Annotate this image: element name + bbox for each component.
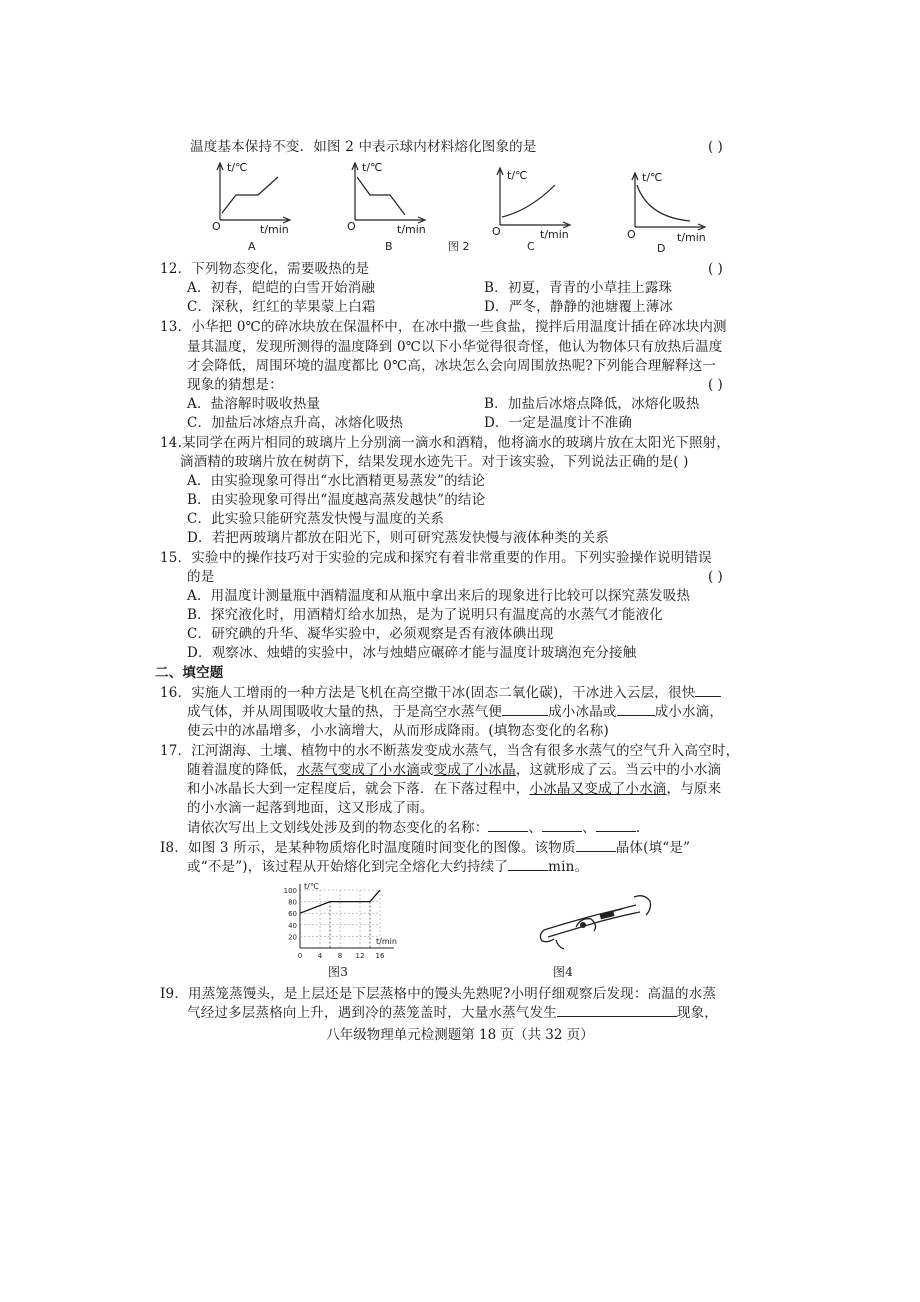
y-tick-label: 20 — [288, 933, 297, 942]
q17-sep-2: 、 — [582, 820, 596, 836]
q17-line-3 — [187, 780, 721, 798]
x-tick-label: 16 — [375, 952, 385, 960]
graph-c-xlabel: t/min — [540, 228, 569, 241]
graph-b-xlabel: t/min — [397, 223, 426, 236]
q18-line-1 — [160, 839, 690, 857]
q15-option-b: B．探究液化时，用酒精灯给水加热，是为了说明只有温度高的水蒸气才能液化 — [187, 607, 663, 623]
q14-option-b: B．由实验现象可得出“温度越高蒸发越快”的结论 — [187, 492, 486, 508]
q17-blank-3[interactable] — [596, 819, 636, 832]
q13-answer-paren: ( ) — [708, 377, 723, 393]
q17-line-2-text-b: 或 — [419, 762, 434, 778]
q17-underlined-phrase-3: 小冰晶又变成了小水滴 — [529, 781, 667, 797]
y-tick-label: 60 — [288, 910, 297, 919]
graph-d-letter: D — [657, 242, 666, 255]
q16-blank-3[interactable] — [617, 703, 655, 716]
q13-line-2: 量其温度，发现所测得的温度降到 0℃以下小华觉得很奇怪，他认为物体只有放热后温度 — [187, 339, 723, 355]
q13-line-4: 现象的猜想是： — [187, 377, 283, 393]
q12-stem: 12．下列物态变化，需要吸热的是 — [160, 261, 370, 277]
q17-line-2-text-c: ，这就形成了云。当云中的小水滴 — [515, 762, 722, 778]
y-tick-label: 80 — [288, 898, 297, 907]
q16-blank-1[interactable] — [695, 684, 721, 697]
q17-line-5-text: 请依次写出上文划线处涉及到的物态变化的名称： — [187, 820, 489, 836]
q11-answer-paren: ( ) — [708, 139, 723, 155]
graph-b-ylabel: t/℃ — [362, 161, 383, 174]
q13-option-c: C．加盐后冰熔点升高，冰熔化吸热 — [187, 415, 404, 431]
q17-sep-1: 、 — [528, 820, 543, 836]
figure-3-chart — [272, 880, 412, 970]
q12-answer-paren: ( ) — [708, 261, 723, 277]
q17-underlined-phrase-1: 水蒸气变成了小水滴 — [296, 762, 420, 778]
graph-d-ylabel: t/℃ — [642, 171, 663, 184]
figure-2-caption: 图 2 — [448, 240, 470, 253]
y-axis-label: t/℃ — [304, 882, 319, 891]
q12-option-b: B．初夏，青青的小草挂上露珠 — [484, 280, 673, 296]
graph-d-xlabel: t/min — [677, 231, 706, 244]
graph-a-origin: O — [212, 220, 221, 233]
q14-option-a: A．由实验现象可得出“水比酒精更易蒸发”的结论 — [187, 473, 486, 489]
q17-line-1: 17．江河湖海、土壤、植物中的水不断蒸发变成水蒸气，当含有很多水蒸气的空气升入高空时， — [160, 743, 740, 759]
q12-option-c: C．深秋，红红的苹果蒙上白霜 — [187, 299, 376, 315]
figure-4-caption: 图4 — [553, 965, 574, 979]
figure-4-illustration — [536, 885, 656, 955]
q19-line-1: I9．用蒸笼蒸馒头，是上层还是下层蒸格中的馒头先熟呢?小明仔细观察后发现：高温的水蒸 — [160, 986, 717, 1002]
q17-blank-1[interactable] — [488, 819, 528, 832]
q17-line-3-text-a: 和小冰晶长大到一定程度后，就会下落．在下落过程中， — [187, 781, 530, 797]
q12-option-d: D．严冬，静静的池塘覆上薄冰 — [484, 299, 674, 315]
q17-end: . — [635, 820, 641, 836]
q16-line-1 — [160, 684, 721, 702]
graph-c-ylabel: t/℃ — [507, 169, 528, 182]
q17-line-4: 的小水滴一起落到地面，这又形成了雨。 — [187, 800, 434, 816]
q19-line-2-text-b: 现象， — [676, 1005, 719, 1021]
graph-a-letter: A — [248, 240, 256, 253]
x-tick-label: 0 — [297, 952, 303, 960]
y-tick-label: 100 — [283, 887, 297, 895]
q15-option-a: A．用温度计测量瓶中酒精温度和从瓶中拿出来后的现象进行比较可以探究蒸发吸热 — [187, 588, 691, 604]
q14-line-1: 14.某同学在两片相同的玻璃片上分别滴一滴水和酒精，他将滴水的玻璃片放在太阳光下照射， — [160, 435, 731, 451]
q15-option-d: D．观察冰、烛蜡的实验中，冰与烛蜡应碾碎才能与温度计玻璃泡充分接触 — [187, 645, 637, 661]
q18-line-1-text-a: I8．如图 3 所示，是某种物质熔化时温度随时间变化的图像。该物质 — [160, 840, 576, 856]
figure-2-graphs — [0, 155, 920, 255]
x-axis-label: t/min — [376, 937, 397, 946]
graph-a-xlabel: t/min — [260, 223, 289, 236]
q19-line-2-text-a: 气经过多层蒸格向上升，遇到冷的蒸笼盖时，大量水蒸气发生 — [187, 1005, 557, 1021]
page-footer: 八年级物理单元检测题第 18 页（共 32 页） — [326, 1027, 594, 1043]
figure-3-caption: 图3 — [328, 965, 349, 979]
q15-option-c: C．研究碘的升华、凝华实验中，必须观察是否有液体碘出现 — [187, 626, 554, 642]
x-tick-label: 4 — [317, 952, 323, 960]
q11-stem: 温度基本保持不变．如图 2 中表示球内材料熔化图象的是 — [190, 139, 537, 155]
q18-blank-1[interactable] — [576, 839, 616, 852]
q13-option-a: A．盐溶解时吸收热量 — [187, 396, 321, 412]
q18-line-2-text-a: 或“不是”)，该过程从开始熔化到完全熔化大约持续了 — [187, 859, 509, 875]
q13-line-3: 才会降低，周围环境的温度都比 0℃高，冰块怎么会向周围放热呢?下列能合理解释这一 — [187, 358, 717, 374]
graph-c-letter: C — [527, 240, 535, 253]
q17-line-5 — [187, 819, 640, 837]
q17-blank-2[interactable] — [542, 819, 582, 832]
q16-line-2-text-b: 成小冰晶或 — [548, 704, 617, 720]
q16-line-1-text: 16．实施人工增雨的一种方法是飞机在高空撒干冰(固态二氧化碳)，干冰进入云层，很快 — [160, 685, 696, 701]
q14-option-d: D．若把两玻璃片都放在阳光下，则可研究蒸发快慢与液体种类的关系 — [187, 530, 610, 546]
q16-blank-2[interactable] — [502, 703, 548, 716]
q16-line-2-text-c: 成小水滴， — [654, 704, 724, 720]
q17-line-2 — [187, 761, 721, 779]
q18-line-2-text-b: min。 — [548, 859, 589, 875]
q16-line-2 — [187, 703, 723, 721]
q15-line-1: 15．实验中的操作技巧对于实验的完成和探究有着非常重要的作用。下列实验操作说明错误 — [160, 550, 712, 566]
graph-d-origin: O — [627, 228, 636, 241]
q16-line-3: 使云中的冰晶增多，小水滴增大，从而形成降雨。(填物态变化的名称) — [187, 723, 609, 739]
q19-line-2 — [187, 1004, 718, 1022]
q13-line-1: 13．小华把 0℃的碎冰块放在保温杯中，在冰中撒一些食盐，搅拌后用温度计插在碎冰块内测 — [160, 319, 727, 335]
graph-c-origin: O — [492, 225, 501, 238]
x-tick-label: 8 — [337, 952, 343, 960]
q12-option-a: A．初春，皑皑的白雪开始消融 — [187, 280, 376, 296]
q14-option-c: C．此实验只能研究蒸发快慢与温度的关系 — [187, 511, 445, 527]
q19-blank-1[interactable] — [557, 1004, 677, 1017]
q18-line-1-text-b: 晶体(填“是” — [615, 840, 691, 856]
graph-a-ylabel: t/℃ — [227, 161, 248, 174]
q17-line-3-text-b: ，与原来 — [666, 781, 722, 797]
q13-option-d: D．一定是温度计不准确 — [484, 415, 633, 431]
q17-underlined-phrase-2: 变成了小冰晶 — [433, 762, 516, 778]
graph-b-letter: B — [385, 240, 393, 253]
x-tick-label: 12 — [355, 952, 365, 960]
q15-answer-paren: ( ) — [708, 569, 723, 585]
q16-line-2-text-a: 成气体，并从周围吸收大量的热，于是高空水蒸气便 — [187, 704, 503, 720]
q17-line-2-text-a: 随着温度的降低， — [187, 762, 297, 778]
q18-line-2 — [187, 858, 588, 876]
section-heading-fill-in: 二、填空题 — [155, 665, 224, 681]
q15-line-2: 的是 — [187, 569, 215, 585]
graph-b-origin: O — [347, 220, 356, 233]
y-tick-label: 40 — [288, 921, 297, 930]
q14-line-2: 滴酒精的玻璃片放在树荫下，结果发现水迹先干。对于该实验，下列说法正确的是( ) — [180, 454, 689, 470]
q13-option-b: B．加盐后冰熔点降低，冰熔化吸热 — [484, 396, 700, 412]
q18-blank-2[interactable] — [508, 858, 548, 871]
